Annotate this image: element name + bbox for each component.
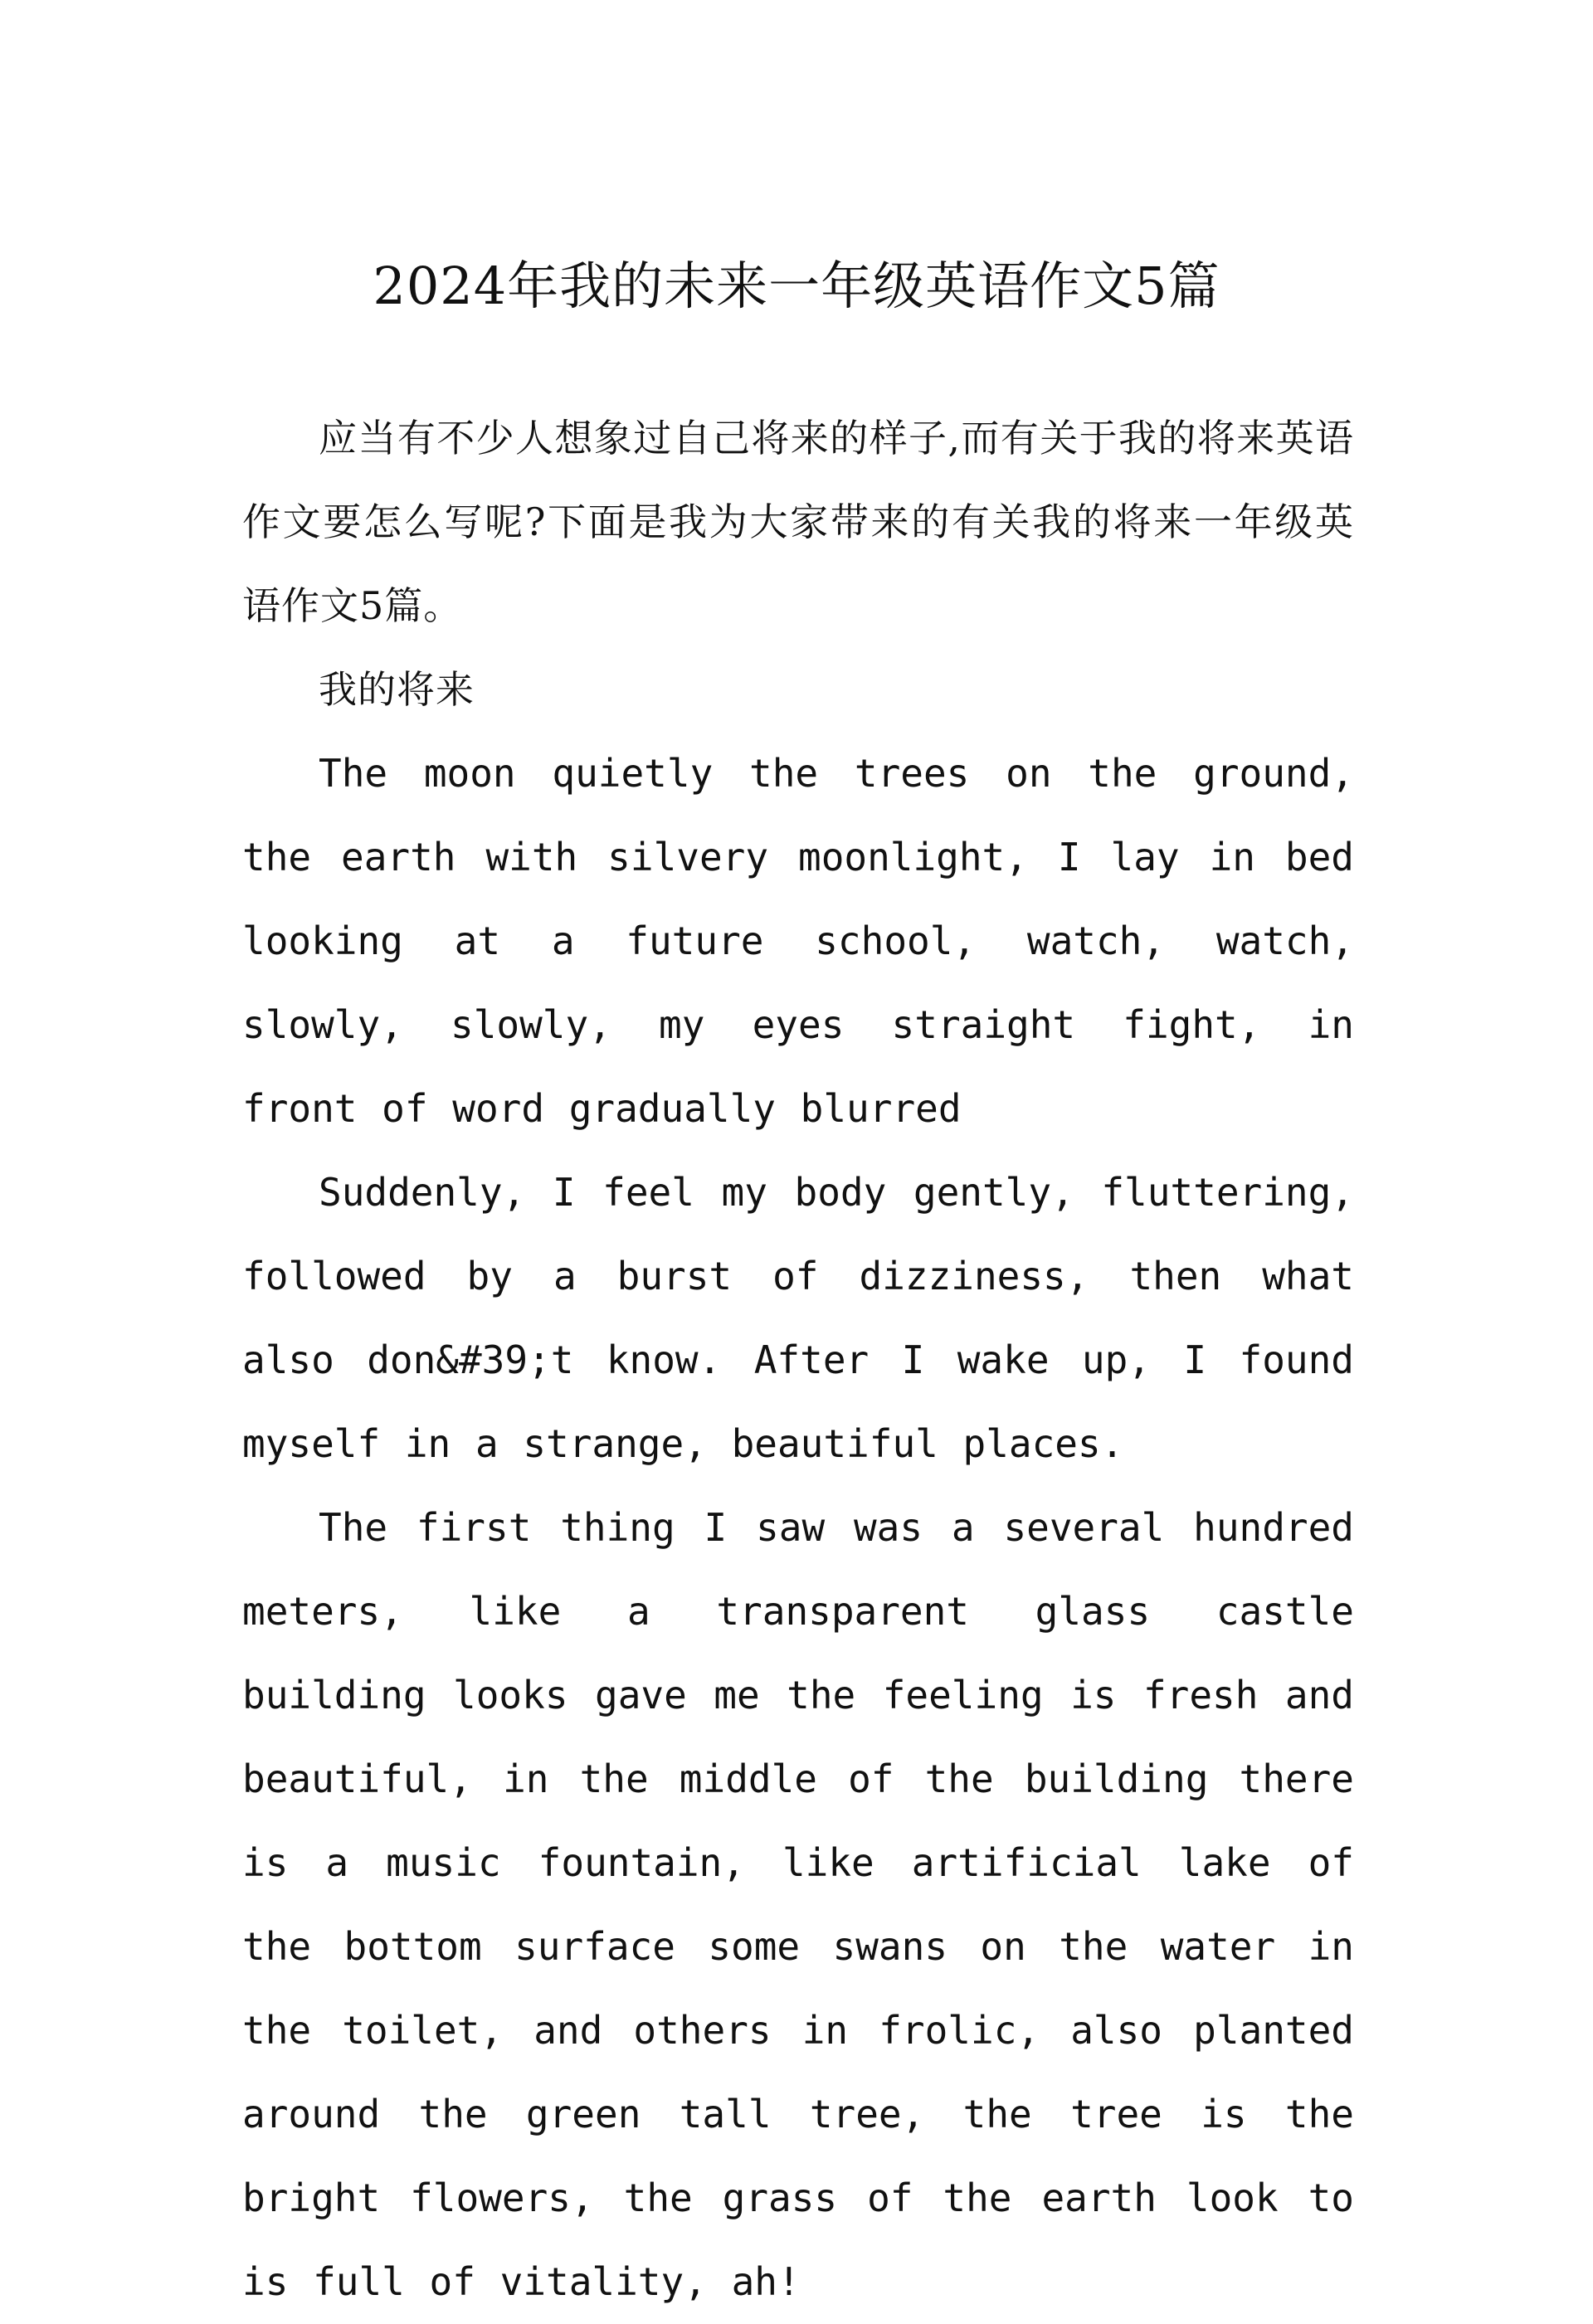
section-heading: 我的将来 xyxy=(319,667,475,712)
body-paragraph: The moon quietly the trees on the ground, the earth with silvery moonlight, I lay in bed looking at a future school, watch, watch, slowly, slowly, my eyes straight fight, in front of word gradually blurred xyxy=(242,751,1354,1131)
body-paragraph: Suddenly, I feel my body gently, fluttering, followed by a burst of dizziness, then what also don&#39;t know. After I wake up, I found myself in a strange, beautiful places. xyxy=(242,1170,1354,1466)
intro-paragraph: 应当有不少人想象过自己将来的样子,而有关于我的将来英语作文要怎么写呢?下面是我为大家带来的有关我的将来一年级英语作文5篇。 xyxy=(242,416,1354,628)
body-paragraph: The first thing I saw was a several hundred meters, like a transparent glass castle building looks gave me the feeling is fresh and beautiful, in the middle of the building there is a music fountain, like artificial lake of the bottom surface some swans on the water in the toilet, and others in frolic, also planted around the green tall tree, the tree is the bright flowers, the grass of the earth look to is full of vitality, ah! xyxy=(242,1505,1354,2304)
document-title: 2024年我的未来一年级英语作文5篇 xyxy=(373,256,1220,316)
document-body xyxy=(242,397,1354,2324)
